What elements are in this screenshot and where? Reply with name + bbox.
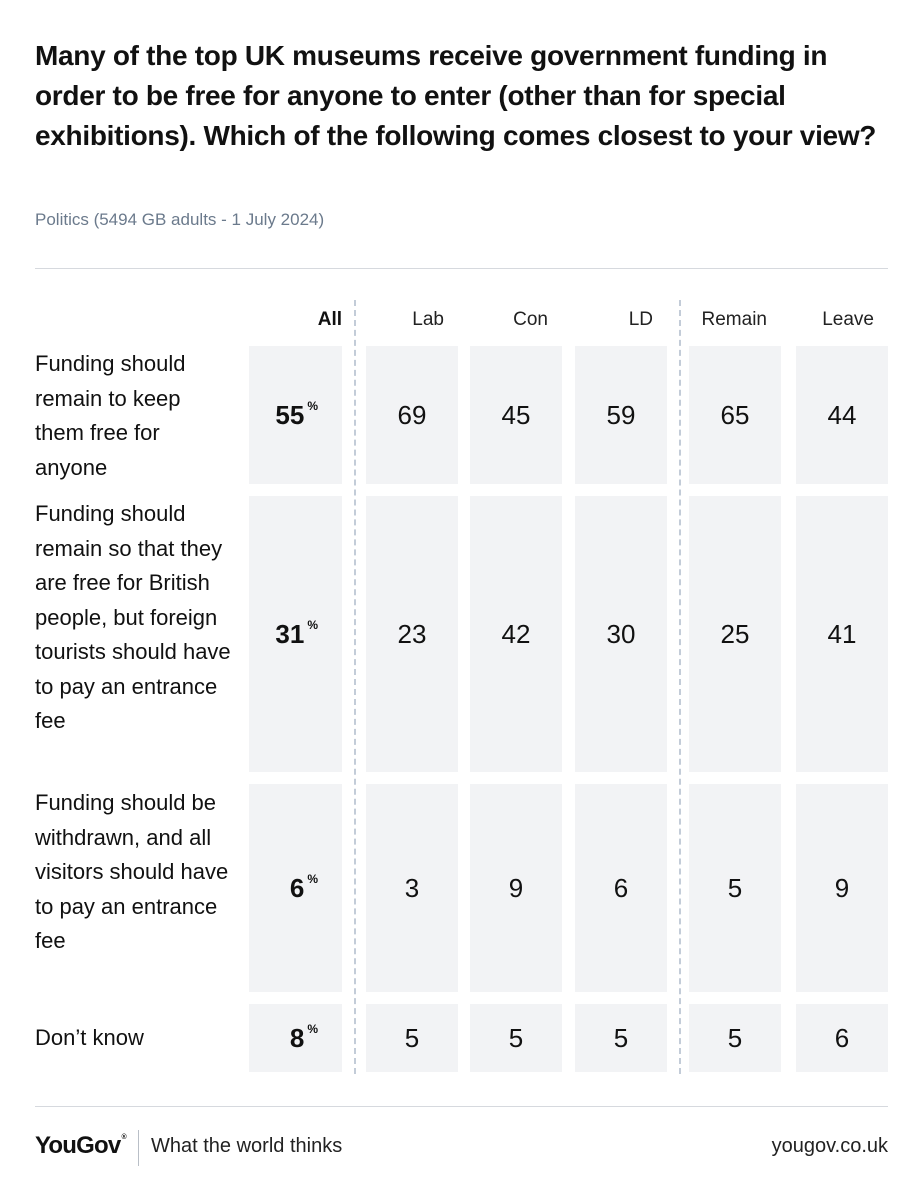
data-cell [366,784,458,992]
yougov-logo-text: YouGov [35,1132,121,1159]
column-header-con: Con [513,309,548,330]
cell-value: 5 [508,1022,524,1053]
cell-value: 59 [606,399,636,430]
group-separator [679,300,681,1074]
data-cell [689,346,781,484]
data-cell [575,346,667,484]
cell-value: 55 [275,399,305,430]
data-cell [689,496,781,772]
cell-value: 9 [508,872,524,903]
chart-title: Many of the top UK museums receive government funding in order to be free for anyone to enter (other than for special exhibitions). Which of the following comes closest to your view? [35,40,877,151]
cell-value: 6 [289,872,305,903]
column-header-lab: Lab [412,309,444,330]
column-header-remain: Remain [701,309,767,330]
percent-sign: % [307,1022,318,1036]
row-label: Funding should remain so that they are free for British people, but foreign tourists should have to pay an entrance fee [35,501,231,733]
data-cell [575,1004,667,1072]
data-cell [796,1004,888,1072]
group-separator [354,300,356,1074]
data-cell [366,346,458,484]
cell-value: 3 [404,872,420,903]
yougov-logo[interactable] [35,1132,126,1160]
data-cell [796,496,888,772]
percent-sign: % [307,399,318,413]
cell-value: 9 [834,872,850,903]
data-cell [249,346,342,484]
cell-value: 31 [275,618,305,649]
data-cell [366,496,458,772]
tagline: What the world thinks [151,1135,343,1157]
cell-value: 6 [613,872,629,903]
data-cell [796,784,888,992]
cell-value: 8 [289,1022,305,1053]
data-cell [249,496,342,772]
cell-value: 30 [606,618,636,649]
percent-sign: % [307,618,318,632]
column-header-all: All [317,309,342,330]
cell-value: 5 [727,872,743,903]
data-cell [249,784,342,992]
registered-mark: ® [121,1134,126,1141]
bottom-divider [35,1106,888,1107]
cell-value: 44 [827,399,857,430]
data-cell [470,496,562,772]
data-cell [470,1004,562,1072]
column-header-ld: LD [628,309,653,330]
cell-value: 41 [827,618,857,649]
cell-value: 5 [727,1022,743,1053]
data-cell [575,784,667,992]
row-label: Funding should be withdrawn, and all visitors should have to pay an entrance fee [35,790,229,953]
logo-separator [138,1130,139,1166]
data-cell [689,1004,781,1072]
cell-value: 5 [404,1022,420,1053]
data-cell [796,346,888,484]
data-cell [575,496,667,772]
website-link[interactable]: yougov.co.uk [771,1135,888,1157]
data-cell [366,1004,458,1072]
cell-value: 23 [397,618,427,649]
row-label: Funding should remain to keep them free for anyone [35,351,186,480]
data-cell [249,1004,342,1072]
cell-value: 5 [613,1022,629,1053]
data-cell [689,784,781,992]
data-cell [470,346,562,484]
cell-value: 45 [501,399,531,430]
cell-value: 6 [834,1022,850,1053]
data-cell [470,784,562,992]
cell-value: 69 [397,399,427,430]
cell-value: 25 [720,618,750,649]
percent-sign: % [307,872,318,886]
row-label: Don’t know [35,1025,144,1050]
cell-value: 42 [501,618,531,649]
column-header-leave: Leave [822,309,874,330]
top-divider [35,268,888,269]
cell-value: 65 [720,399,750,430]
chart-subtitle: Politics (5494 GB adults - 1 July 2024) [35,210,325,229]
